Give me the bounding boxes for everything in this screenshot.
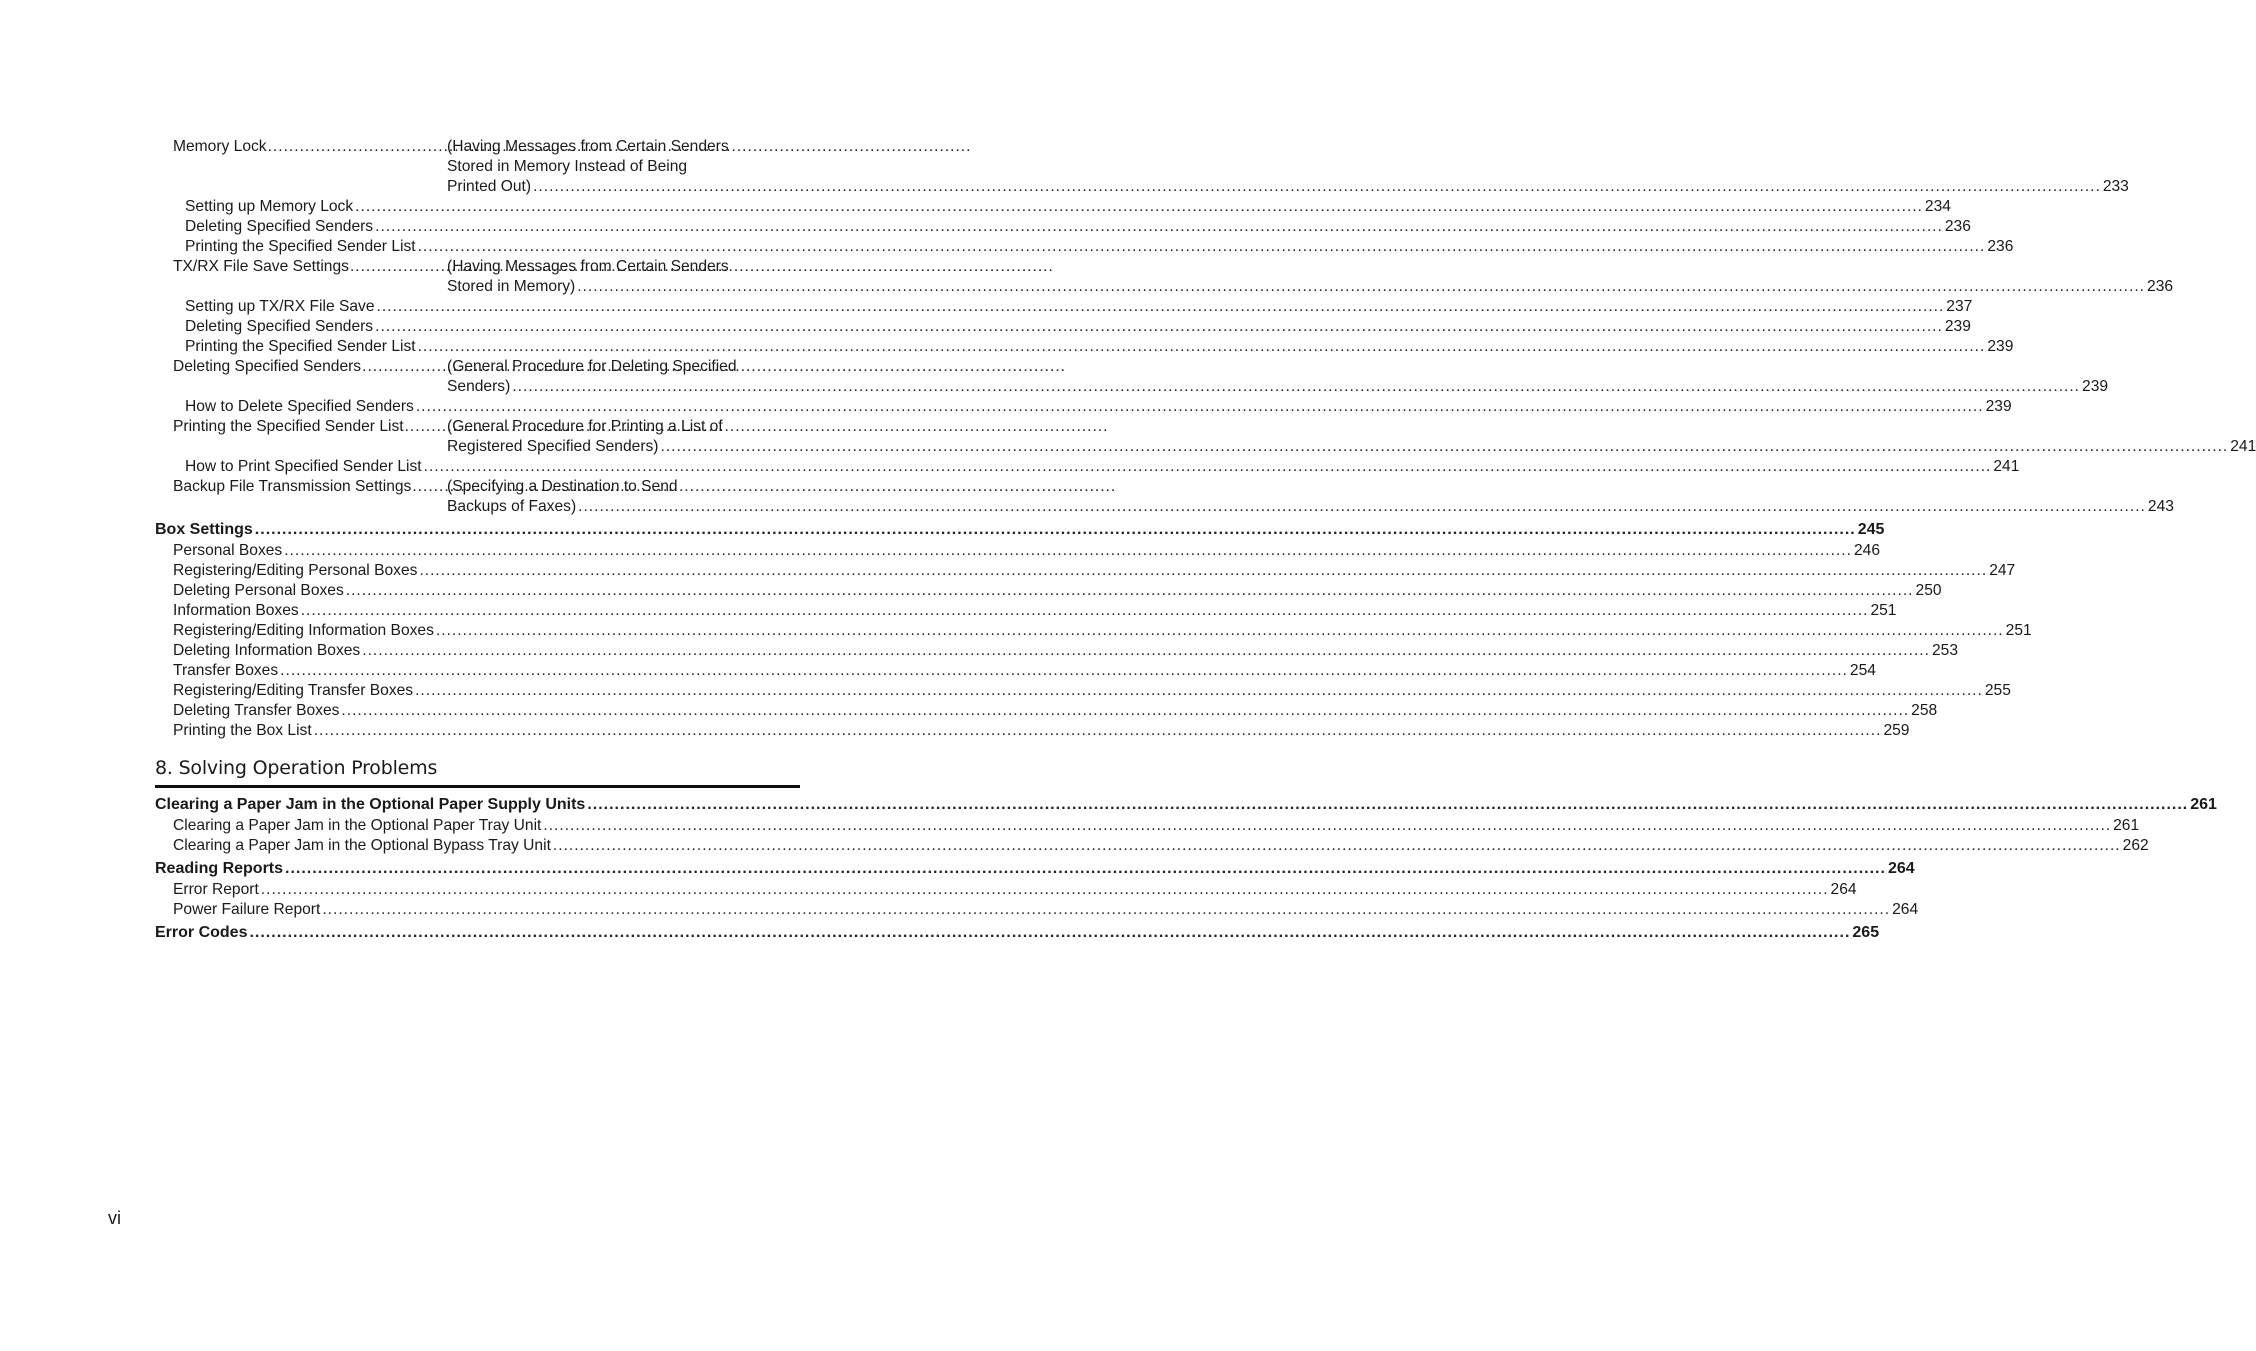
leader-dots: [587, 794, 2188, 816]
toc-entry-description: (Specifying a Destination to Send: [447, 478, 678, 495]
toc-entry-label: Error Report: [173, 881, 259, 898]
toc-entry-label: Setting up TX/RX File Save: [185, 298, 375, 315]
page-number: 239: [2082, 378, 2109, 395]
page-number: 258: [1911, 702, 1938, 719]
toc-entry-txrx-file-save[interactable]: [155, 257, 2174, 297]
page-number: 261: [2113, 817, 2140, 834]
toc-entry-label: Printing the Specified Sender List: [173, 418, 404, 435]
toc-entry[interactable]: [155, 197, 1951, 217]
chapter-8-list: [155, 794, 2217, 944]
section-title: Reading Reports: [155, 860, 284, 877]
page-number: 245: [1857, 521, 1885, 538]
toc-entry-label: Deleting Specified Senders: [185, 318, 374, 335]
leader-dots: [301, 601, 1869, 621]
toc-entry-label: How to Delete Specified Senders: [185, 398, 414, 415]
leader-dots: [322, 900, 1890, 920]
page-number: 246: [1853, 542, 1880, 559]
toc-entry[interactable]: [155, 880, 1857, 900]
toc-section[interactable]: [155, 794, 2217, 816]
toc-entry[interactable]: [155, 397, 2012, 417]
leader-dots: [346, 581, 1914, 601]
toc-section-box-settings[interactable]: [155, 519, 1885, 541]
page-number: 261: [2190, 796, 2217, 813]
toc-entry-deleting-specified-senders[interactable]: [155, 357, 2109, 397]
leader-dots: [577, 277, 2145, 297]
toc-entry-label: Information Boxes: [173, 602, 299, 619]
toc-entry-label: Registering/Editing Personal Boxes: [173, 562, 418, 579]
toc-section[interactable]: [155, 922, 1880, 944]
table-of-contents: [155, 137, 2256, 944]
toc-entry-label: Registering/Editing Transfer Boxes: [173, 682, 414, 699]
page-number: 264: [1892, 901, 1919, 918]
leader-dots: [418, 237, 1986, 257]
page-number: 264: [1887, 860, 1915, 877]
toc-entry-description: Stored in Memory Instead of Being: [447, 158, 688, 175]
toc-entry-description: Senders): [447, 378, 511, 395]
toc-entry[interactable]: [155, 721, 1910, 741]
toc-entry-label: Personal Boxes: [173, 542, 283, 559]
page-number: 259: [1883, 722, 1910, 739]
toc-entry[interactable]: [155, 297, 1973, 317]
leader-dots: [375, 217, 1943, 237]
leader-dots: [280, 661, 1848, 681]
toc-entry[interactable]: [155, 581, 1942, 601]
toc-entry[interactable]: [155, 621, 2032, 641]
leader-dots: [341, 701, 1909, 721]
toc-entry[interactable]: [155, 217, 1971, 237]
toc-entry-label: Clearing a Paper Jam in the Optional Bypass Tray Unit: [173, 837, 551, 854]
page-number: 265: [1852, 924, 1880, 941]
toc-entry-description: Stored in Memory): [447, 278, 576, 295]
toc-entry-description: Printed Out): [447, 178, 532, 195]
page-number: 251: [2005, 622, 2032, 639]
toc-entry[interactable]: [155, 561, 2016, 581]
toc-entry[interactable]: [155, 317, 1971, 337]
toc-entry[interactable]: [155, 237, 2014, 257]
toc-entry-printing-sender-list[interactable]: [155, 417, 2256, 457]
toc-entry-label: Printing the Specified Sender List: [185, 338, 416, 355]
toc-entry[interactable]: [155, 641, 1959, 661]
toc-entry-description: (Having Messages from Certain Senders: [447, 138, 729, 155]
leader-dots: [285, 858, 1886, 880]
section-title: Clearing a Paper Jam in the Optional Paper Supply Units: [155, 796, 586, 813]
page-number: 237: [1946, 298, 1973, 315]
toc-entry-label: Clearing a Paper Jam in the Optional Paper Tray Unit: [173, 817, 542, 834]
toc-entry-label: Printing the Box List: [173, 722, 312, 739]
page-number: 255: [1984, 682, 2011, 699]
page-number: 262: [2122, 837, 2149, 854]
leader-dots: [436, 621, 2004, 641]
toc-entry[interactable]: [155, 681, 2011, 701]
leader-dots: [416, 397, 1984, 417]
section-title: Box Settings: [155, 521, 253, 538]
leader-dots: [375, 317, 1943, 337]
leader-dots: [261, 880, 1829, 900]
toc-entry-label: Deleting Transfer Boxes: [173, 702, 340, 719]
toc-entry-label: Backup File Transmission Settings: [173, 478, 412, 495]
leader-dots: [533, 177, 2101, 197]
toc-entry[interactable]: [155, 661, 1876, 681]
toc-entry-backup-file-transmission[interactable]: [155, 477, 2174, 517]
toc-entry[interactable]: [155, 337, 2014, 357]
box-settings-list: [155, 541, 2032, 741]
leader-dots: [661, 437, 2229, 457]
page-number: 241: [1993, 458, 2020, 475]
toc-entry-label: Deleting Specified Senders: [173, 358, 362, 375]
toc-entry-description: (General Procedure for Deleting Specified: [447, 358, 737, 375]
toc-entry-label: TX/RX File Save Settings: [173, 258, 349, 275]
toc-entry[interactable]: [155, 900, 1919, 920]
toc-entry[interactable]: [155, 816, 2140, 836]
section-title: Error Codes: [155, 924, 248, 941]
toc-entry-description: Backups of Faxes): [447, 498, 577, 515]
page-number: 243: [2147, 498, 2174, 515]
leader-dots: [255, 519, 1856, 541]
toc-entry-label: Registering/Editing Information Boxes: [173, 622, 434, 639]
leader-dots: [355, 197, 1923, 217]
toc-entry[interactable]: [155, 457, 2020, 477]
toc-entry-label: Transfer Boxes: [173, 662, 279, 679]
leader-dots: [377, 297, 1945, 317]
toc-section[interactable]: [155, 858, 1915, 880]
leader-dots: [553, 836, 2121, 856]
page-folio: vi: [108, 1208, 121, 1228]
toc-entry-label: Printing the Specified Sender List: [185, 238, 416, 255]
page-number: 234: [1924, 198, 1951, 215]
leader-dots: [543, 816, 2111, 836]
page-number: 251: [1870, 602, 1897, 619]
toc-entry-label: Deleting Specified Senders: [185, 218, 374, 235]
leader-dots: [415, 681, 1983, 701]
page-number: 236: [2147, 278, 2174, 295]
chapter-title: 8. Solving Operation Problems: [155, 757, 800, 788]
page-number: 264: [1830, 881, 1857, 898]
toc-entry[interactable]: [155, 836, 2149, 856]
page-number: 239: [1985, 398, 2012, 415]
page-number: 236: [1987, 238, 2014, 255]
toc-entry-label: How to Print Specified Sender List: [185, 458, 422, 475]
toc-entry-memory-lock[interactable]: [155, 137, 2129, 197]
leader-dots: [284, 541, 1852, 561]
toc-entry[interactable]: [155, 541, 1880, 561]
leader-dots: [424, 457, 1992, 477]
toc-entry-description: (Having Messages from Certain Senders: [447, 258, 729, 275]
page-number: 236: [1944, 218, 1971, 235]
toc-entry-label: Power Failure Report: [173, 901, 321, 918]
page-number: 253: [1931, 642, 1959, 659]
page-number: 254: [1849, 662, 1876, 679]
page-number: 239: [1944, 318, 1971, 335]
leader-dots: [418, 337, 1986, 357]
leader-dots: [362, 641, 1930, 661]
toc-entry-label: Setting up Memory Lock: [185, 198, 354, 215]
toc-entry-description: (General Procedure for Printing a List of: [447, 418, 723, 435]
page-number: 241: [2230, 438, 2256, 455]
leader-dots: [314, 721, 1882, 741]
leader-dots: [249, 922, 1850, 944]
leader-dots: [512, 377, 2080, 397]
toc-entry[interactable]: [155, 601, 1897, 621]
toc-entry-label: Deleting Personal Boxes: [173, 582, 344, 599]
page-number: 233: [2102, 178, 2129, 195]
toc-entry-label: Memory Lock: [173, 138, 267, 155]
toc-entry[interactable]: [155, 701, 1938, 721]
toc-entry-label: Deleting Information Boxes: [173, 642, 361, 659]
page-number: 247: [1989, 562, 2016, 579]
toc-entry-description: Registered Specified Senders): [447, 438, 659, 455]
page-number: 239: [1987, 338, 2014, 355]
leader-dots: [419, 561, 1987, 581]
leader-dots: [578, 497, 2146, 517]
page-number: 250: [1915, 582, 1942, 599]
